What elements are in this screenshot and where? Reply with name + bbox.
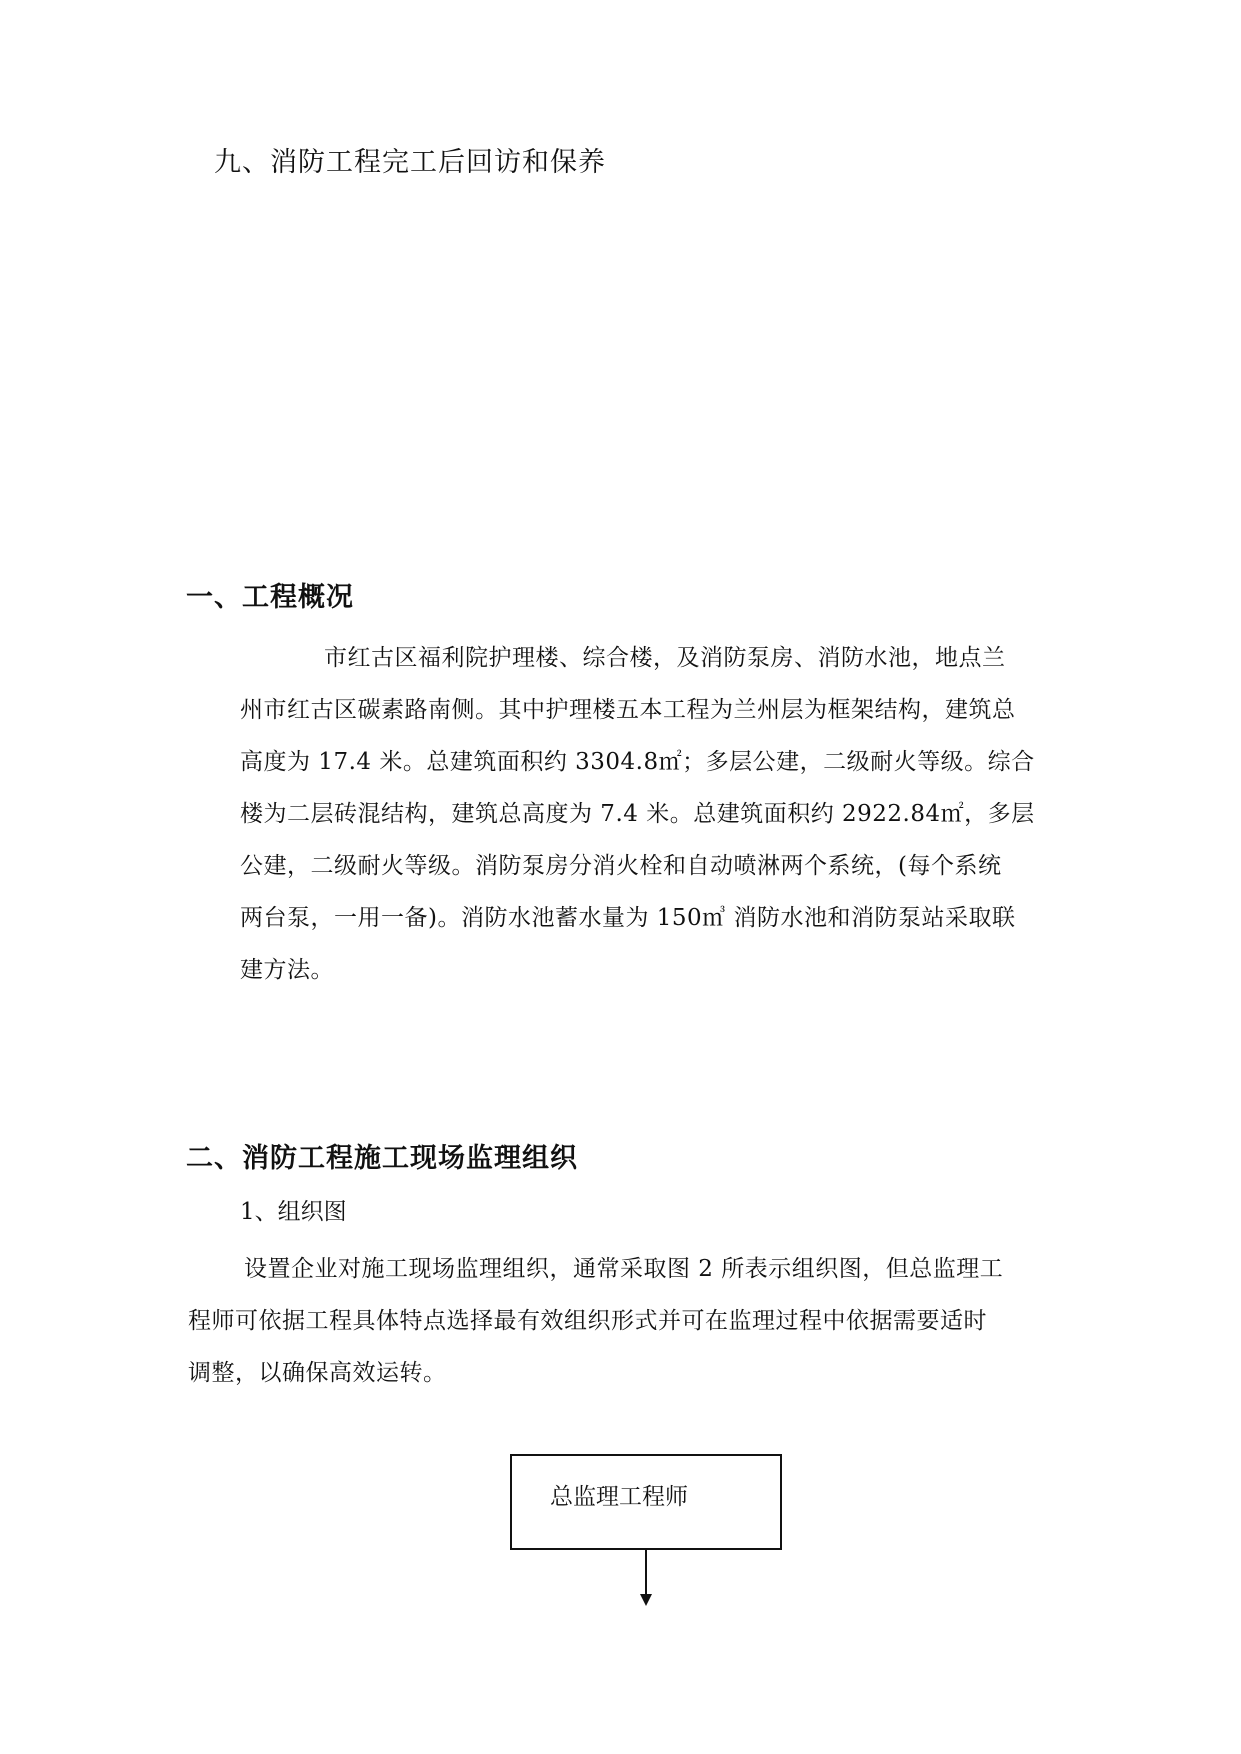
paragraph-line: 市红古区福利院护理楼、综合楼，及消防泵房、消防水池，地点兰: [324, 645, 1006, 671]
org-chart-box-label: 总监理工程师: [550, 1484, 688, 1510]
paragraph-line: 高度为 17.4 米。总建筑面积约 3304.8㎡；多层公建，二级耐火等级。综合: [240, 749, 1035, 775]
paragraph-line: 公建，二级耐火等级。消防泵房分消火栓和自动喷淋两个系统，(每个系统: [240, 853, 1002, 879]
org-chart-chief-supervisor-box: [510, 1454, 782, 1550]
toc-item-9: 九、消防工程完工后回访和保养: [214, 147, 606, 178]
paragraph-line: 州市红古区碳素路南侧。其中护理楼五本工程为兰州层为框架结构，建筑总: [240, 697, 1016, 723]
section-2-heading: 二、消防工程施工现场监理组织: [186, 1143, 578, 1174]
org-chart-down-arrow-icon: [636, 1550, 656, 1610]
paragraph-line: 两台泵，一用一备)。消防水池蓄水量为 150㎥ 消防水池和消防泵站采取联: [240, 905, 1016, 931]
section-2-paragraph: [188, 1243, 1003, 1399]
paragraph-line: 设置企业对施工现场监理组织，通常采取图 2 所表示组织图，但总监理工: [244, 1256, 1004, 1282]
paragraph-line: 建方法。: [240, 957, 334, 983]
paragraph-line: 程师可依据工程具体特点选择最有效组织形式并可在监理过程中依据需要适时: [188, 1308, 987, 1334]
section-1-heading: 一、工程概况: [186, 582, 354, 613]
section-1-paragraph: [240, 632, 1035, 996]
section-2-subheading: 1、组织图: [240, 1199, 347, 1225]
paragraph-line: 调整，以确保高效运转。: [188, 1360, 447, 1386]
paragraph-line: 楼为二层砖混结构，建筑总高度为 7.4 米。总建筑面积约 2922.84㎡，多层: [240, 801, 1035, 827]
